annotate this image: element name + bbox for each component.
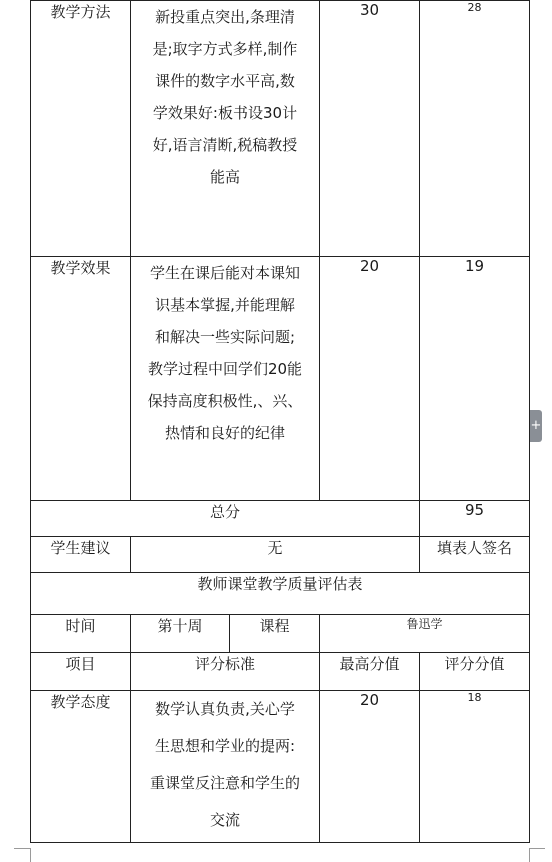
max-score-method: 30 <box>320 1 420 257</box>
item-attitude: 教学态度 <box>31 691 131 843</box>
text-line: 是;取字方式多样,制作 <box>152 40 298 58</box>
table-row-method <box>31 1 530 257</box>
standard-method <box>131 1 320 257</box>
form-title: 教师课堂教学质量评估表 <box>31 573 530 615</box>
text-line: 好,语言清断,税稿教授 <box>152 136 298 154</box>
time-label: 时间 <box>31 615 131 653</box>
course-value: 鲁迅学 <box>320 615 530 653</box>
time-value: 第十周 <box>131 615 230 653</box>
table-row-title <box>31 573 530 615</box>
evaluation-table <box>30 0 530 843</box>
standard-attitude <box>131 691 320 843</box>
header-score: 评分分值 <box>420 653 530 691</box>
max-score-effect: 20 <box>320 257 420 501</box>
standard-effect <box>131 257 320 501</box>
table-row-attitude <box>31 691 530 843</box>
crop-mark-bottom-right-h <box>529 848 545 849</box>
score-attitude: 18 <box>420 691 530 843</box>
text-line: 热情和良好的纪律 <box>165 424 286 442</box>
item-effect: 教学效果 <box>31 257 131 501</box>
text-line: 新投重点突出,条理清 <box>155 8 295 26</box>
crop-mark-bottom-right-v <box>529 848 530 862</box>
max-score-attitude: 20 <box>320 691 420 843</box>
text-line: 生思想和学业的提两: <box>154 737 296 755</box>
table-row-total <box>31 501 530 537</box>
header-standard: 评分标准 <box>131 653 320 691</box>
text-line: 能高 <box>210 168 241 186</box>
suggest-value: 无 <box>131 537 420 573</box>
header-item: 项目 <box>31 653 131 691</box>
total-value: 95 <box>420 501 530 537</box>
text-line: 保持高度积极性,、兴、 <box>147 392 303 410</box>
crop-mark-bottom-left-v <box>30 848 31 862</box>
crop-mark-bottom-left-h <box>14 848 30 849</box>
text-line: 学生在课后能对本课知 <box>150 264 301 282</box>
score-method: 28 <box>420 1 530 257</box>
item-method: 教学方法 <box>31 1 131 257</box>
header-max: 最高分值 <box>320 653 420 691</box>
text-line: 课件的数字水平高,数 <box>155 72 295 90</box>
table-row-suggest <box>31 537 530 573</box>
signer-label: 填表人签名 <box>420 537 530 573</box>
plus-icon[interactable]: + <box>530 410 542 442</box>
text-line: 识基本掌握,并能理解 <box>155 296 295 314</box>
suggest-label: 学生建议 <box>31 537 131 573</box>
text-line: 交流 <box>210 811 241 829</box>
text-line: 教学过程中回学们20能 <box>147 360 303 378</box>
score-effect: 19 <box>420 257 530 501</box>
table-row-header <box>31 653 530 691</box>
table-row-effect <box>31 257 530 501</box>
text-line: 学效果好:板书设30计 <box>152 104 298 122</box>
total-label: 总分 <box>31 501 420 537</box>
course-label: 课程 <box>230 615 320 653</box>
text-line: 数学认真负责,关心学 <box>155 700 295 718</box>
text-line: 和解决一些实际问题; <box>154 328 296 346</box>
table-row-info <box>31 615 530 653</box>
text-line: 重课堂反注意和学生的 <box>150 774 301 792</box>
